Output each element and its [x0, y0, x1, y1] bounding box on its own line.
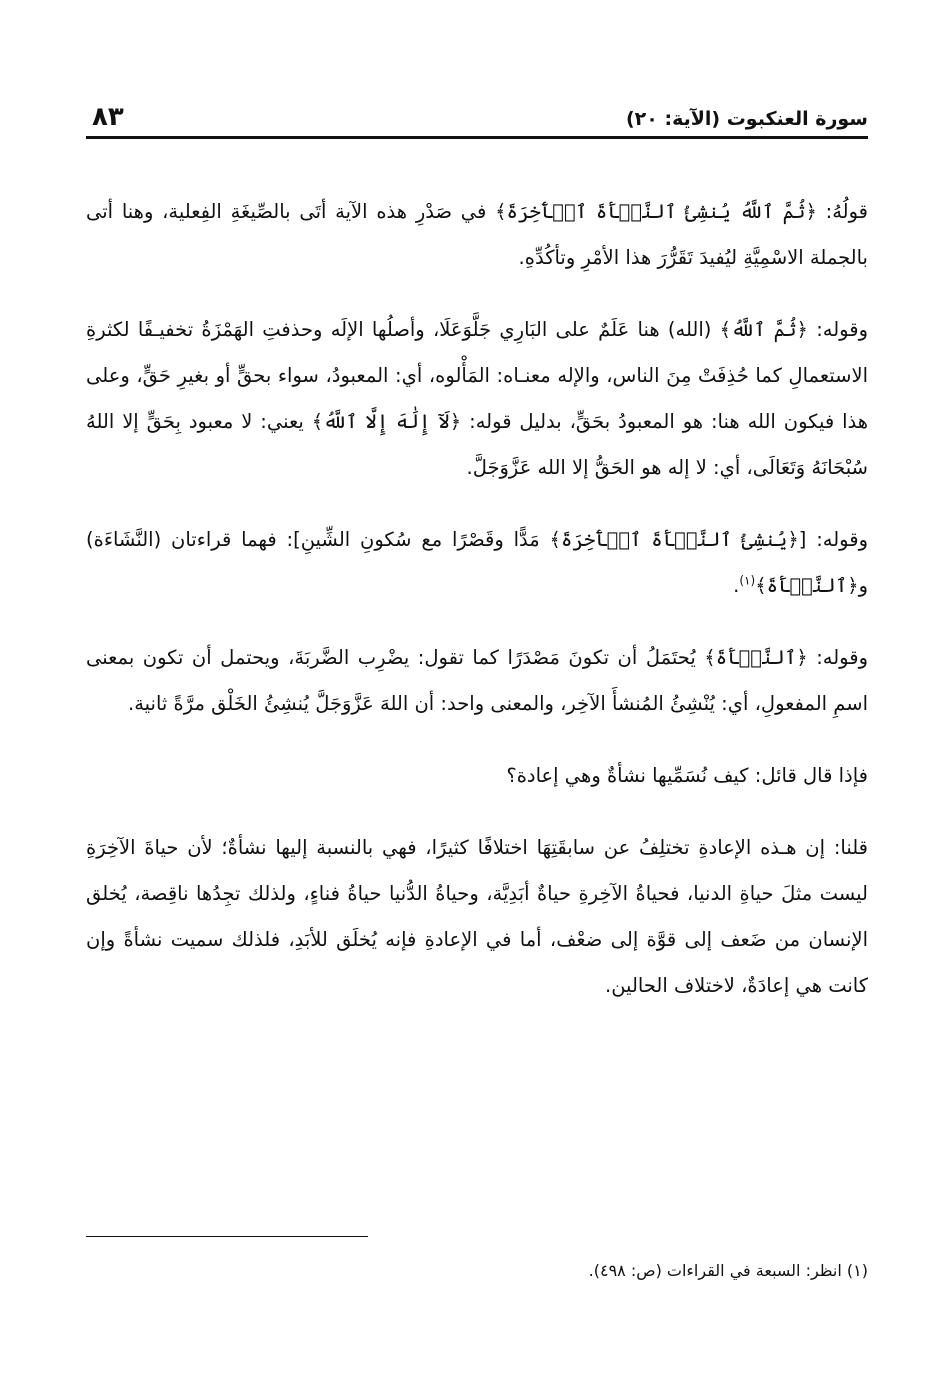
paragraph [86, 825, 868, 1009]
quran-quote: ﴿ٱلنَّشۡأَةَ﴾ [755, 574, 859, 597]
quran-quote: ﴿يُنشِئُ ٱلنَّشۡأَةَ ٱلۡأٓخِرَةَ﴾ [549, 528, 799, 551]
paragraph [86, 753, 868, 799]
running-header [86, 100, 868, 139]
text-run: فإذا قال قائل: كيف نُسَمِّيها نشأةٌ وهي إعادة؟ [506, 764, 868, 787]
text-run: يُحتَمَلُ أن تكونَ مَصْدَرًا كما تقول: يضْرِب الضَّربَةَ، ويحتمل أن تكون بمعنى اسمِ المفعولِ، أي: يُنْشِئُ المُنشأَ الآخِر، والمعنى واحد: أن اللهَ عَزَّوَجَلَّ يُنشِئُ الخَلْق مرَّةً ثانية. [86, 646, 868, 715]
footnote-ref: (١) [739, 573, 756, 588]
footnote-divider [86, 1236, 368, 1237]
paragraph [86, 635, 868, 727]
quran-quote: ﴿ثُمَّ ٱللَّهُ يُنشِئُ ٱلنَّشۡأَةَ ٱلۡأٓخِرَةَ﴾ [495, 200, 817, 223]
footnote: (١) انظر: السبعة في القراءات (ص: ٤٩٨). [588, 1261, 868, 1280]
quran-quote: ﴿لَآ إِلَٰهَ إِلَّا ٱللَّهُ﴾ [311, 410, 462, 433]
text-run: قولُهُ: [816, 200, 869, 223]
quran-quote: ﴿ٱلنَّشۡأَةَ﴾ [704, 646, 808, 669]
surah-title: سورة العنكبوت (الآية: ٢٠) [625, 108, 868, 130]
text-run: وقوله: [807, 318, 868, 341]
text-run: قلنا: إن هـذه الإعادةِ تختلِفُ عن سابقَتِهَا اختلافًا كثيرًا، فهي بالنسبة إليها نشأةٌ؛ لأن حياةَ الآخِرَةِ ليست مثلَ حياةِ الدنيا، فحياةُ الآخِرةِ حياةٌ أبَدِيَّة، وحياةُ الدُّنيا حياةُ فناءٍ، ولذلك تجِدُها ناقِصة، يُخلق الإنسان من ضَعف إلى قوَّة إلى ضعْف، أما في الإعادةِ فإنه يُخلَق للأبَدِ، فلذلك سميت نشأةً وإن كانت هي إعادَةٌ، لاختلاف الحالين. [86, 836, 868, 997]
page-number: ٨٣ [92, 102, 124, 132]
text-run: . [733, 574, 740, 597]
quran-quote: ﴿ثُمَّ ٱللَّهُ﴾ [719, 318, 808, 341]
paragraph [86, 189, 868, 281]
paragraph [86, 517, 868, 609]
text-run: وقوله: [807, 646, 868, 669]
paragraph [86, 307, 868, 491]
page [86, 100, 869, 1280]
text-run: يعني: لا معبود بِحَقٍّ إلا اللهُ سُبْحَانَهُ وَتَعَالَى، أي: لا إله هو الحَقُّ إلا الله عَزَّوَجَلَّ. [86, 410, 868, 479]
main-text [86, 189, 868, 1009]
text-run: وقوله: [ [798, 528, 868, 551]
text-run: (الله) هنا عَلَمٌ على البَارِي جَلَّوَعَلَا، وأصلُها الإلَه وحذفتِ الهَمْزَةُ تخفيـفًا لكثرةِ الاستعمالِ كما حُذِفَتْ مِنَ الناس، والإله معنـاه: المَأْلوه، أي: المعبودُ، سواء بحقٍّ أو بغيرِ حَقٍّ، وعلى هذا فيكون الله هنا: هو المعبودُ بحَقٍّ، بدليل قوله: [86, 318, 869, 433]
text-run: مَدًّا وقَصْرًا مع سُكونِ الشِّينِ]: فهما قراءتان (النَّشَاءَة) و [86, 528, 868, 597]
text-run: في صَدْرِ هذه الآية أتَى بالصِّيغَةِ الفِعلية، وهنا أتى بالجملة الاسْمِيَّةِ ليُفيدَ تَقَرُّرَ هذا الأمْرِ وتأكُدِّهِ. [86, 200, 868, 269]
